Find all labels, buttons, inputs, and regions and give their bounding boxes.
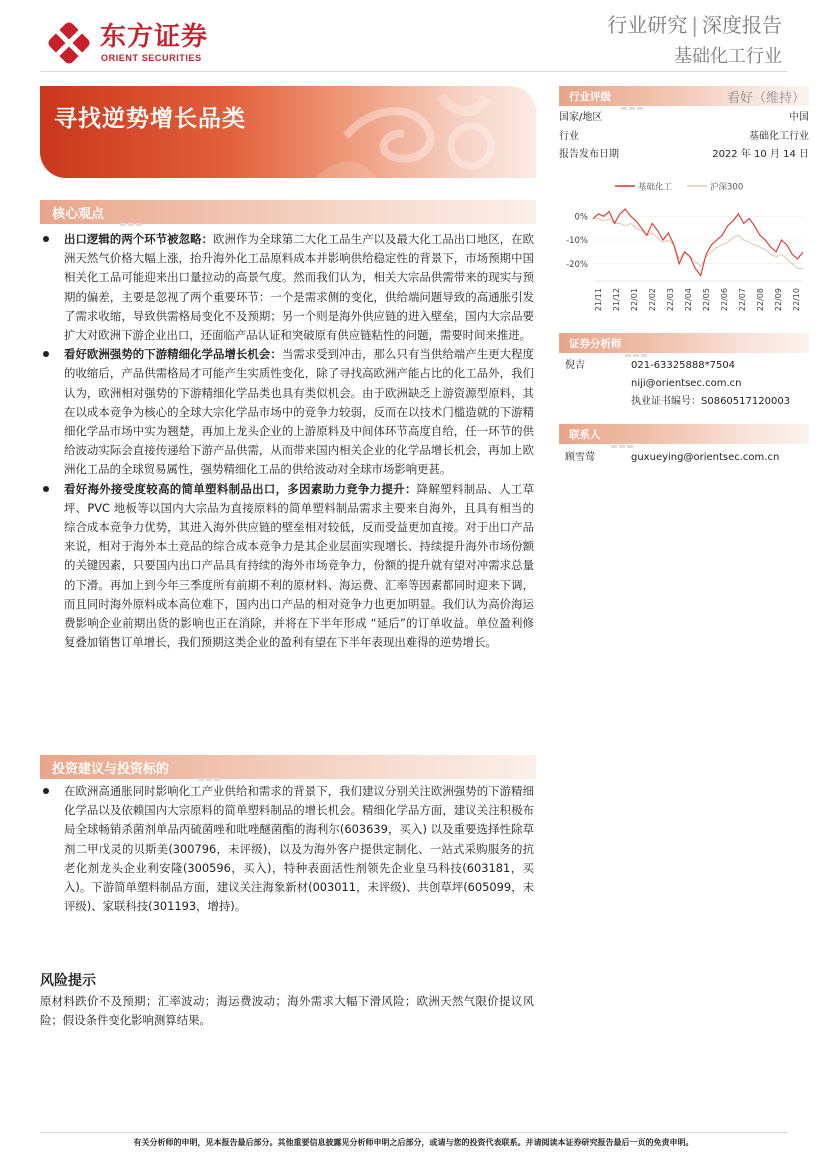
x-tick-label: 22/08: [756, 288, 765, 312]
risk-text: 原材料跌价不及预期；汇率波动；海运费波动；海外需求大幅下滑风险；欧洲天然气限价提议风险；假设条件变化影响测算结果。: [40, 994, 534, 1028]
contact-info: [565, 449, 805, 469]
investment-header: [40, 755, 536, 779]
analyst-email[interactable]: niji@orientsec.com.cn: [631, 378, 742, 389]
bullet-text: 降解塑料制品、人工草坪、PVC 地板等以国内大宗品为直接原料的简单塑料制品需求主要来自海外，且具有相当的综合成本竞争力优势，其进入海外供应链的壁垒相对较低，反而受益更加直接。对于出口产品来说，相对于海外本土竞品的综合成本竞争力是其企业层面实现增长、持续提升海外市场份额的关键因素，只要国内出口产品具有持续的海外市场竞争力，份额的提升就有望对冲需求总量的下滑。再加上到今年三季度所有前期不利的原材料、海运费、汇率等因素都同时迎来下调，而且同时海外原料成本高位难下，国内出口产品的相对竞争力也更加明显。我们认为高价海运费影响企业前期出货的影响也正在消除，并将在下半年形成 “延后”的订单收益。单位盈利修复叠加销售订单增长，我们预期这类企业的盈利有望在下半年表现出难得的逆势增长。: [64, 481, 534, 650]
bullet-lead: 看好海外接受度较高的简单塑料制品出口，多因素助力竞争力提升：: [64, 481, 417, 496]
bullet-lead: 看好欧洲强势的下游精细化学品增长机会：: [64, 347, 282, 362]
header-divider: [40, 71, 787, 72]
rating-label: 行业评级: [569, 91, 611, 103]
y-tick-label: -10%: [566, 236, 588, 246]
header-dots-icon: [120, 211, 144, 215]
report-title: 寻找逆势增长品类: [54, 106, 246, 132]
y-tick-label: -20%: [566, 259, 588, 270]
report-industry: 基础化工行业: [674, 46, 782, 67]
contact-header: [559, 424, 809, 444]
x-tick-label: 22/07: [738, 288, 747, 312]
relative-performance-chart: [559, 174, 809, 324]
info-row: [559, 146, 809, 165]
company-logo: [48, 22, 248, 66]
x-tick-label: 22/02: [648, 288, 657, 312]
x-tick-label: 22/10: [792, 288, 801, 312]
bullet-text: 当需求受到冲击，那么只有当供给端产生更大程度的收缩后，产品供需格局才可能产生实质性变化，除了寻找高欧洲产能占比的化工品外，我们认为，欧洲相对强势的下游精细化学品类也具有类似机会。由于欧洲缺乏上游资源型原料，其在以成本竞争为核心的全球大宗化学品市场中的竞争力较弱，反而在以技术门槛造就的下游精细化学品市场中实为翘楚，再加上龙头企业的上游原料及中间体环节高度自给，任一环节的供给波动实际会直接传递给下游产品供需，从而带来国内相关企业的化学品增长机会，再加上欧洲化工品的全球贸易属性，强势精细化工品的供给波动对全球市场影响更甚。: [64, 347, 534, 477]
orient-securities-logo-icon: [48, 22, 90, 64]
risk-heading: 风险提示: [40, 973, 96, 989]
x-tick-label: 21/12: [612, 288, 621, 312]
investment-bullet: [40, 782, 534, 916]
header-dots-icon: [625, 342, 649, 346]
core-view-bullet: [40, 230, 534, 345]
core-view-bullet: [40, 480, 534, 653]
x-tick-label: 22/09: [774, 288, 783, 312]
analyst-name: 倪吉: [565, 360, 585, 371]
info-row: [559, 109, 809, 128]
x-tick-label: 22/03: [666, 288, 675, 312]
info-value: 2022 年 10 月 14 日: [712, 149, 809, 160]
contact-email[interactable]: guxueying@orientsec.com.cn: [631, 452, 780, 463]
x-tick-label: 22/04: [684, 288, 693, 312]
banner-decoration-icon: [276, 86, 536, 178]
header-dots-icon: [611, 433, 635, 437]
investment-text: 在欧洲高通胀同时影响化工产业供给和需求的背景下，我们建议分别关注欧洲强势的下游精细化学品以及依赖国内大宗原料的简单塑料制品的增长机会。精细化学品方面，建议关注积极布局全球畅销杀菌剂单品丙硫菌唑和吡唑醚菌酯的海利尔(603639，买入) 以及重要选择性除草剂二甲戊灵的贝斯美(300796，未评级)，以及为海外客户提供定制化、一站式采购服务的抗老化剂龙头企业利安隆(300596，买入)，特种表面活性剂领先企业皇马科技(603181，买入)。下游简单塑料制品方面，建议关注海象新材(003011，未评级)、共创草坪(605099，未评级)、家联科技(301193，增持)。: [64, 784, 534, 914]
report-header: [607, 12, 782, 68]
x-tick-label: 21/11: [594, 288, 603, 312]
bullet-lead: 出口逻辑的两个环节被忽略：: [64, 232, 214, 246]
contact-label: 联系人: [569, 429, 601, 441]
title-banner: [40, 86, 536, 178]
logo-chinese-name: 东方证券: [100, 22, 209, 52]
report-info-table: [559, 109, 809, 165]
info-value: 基础化工行业: [749, 130, 809, 142]
analyst-phone: 021-63325888*7504: [631, 360, 736, 371]
contact-name: 顾雪莺: [565, 452, 595, 463]
logo-english-name: ORIENT SECURITIES: [101, 53, 202, 63]
core-view-title: 核心观点: [52, 207, 105, 222]
info-key: 国家/地区: [559, 112, 603, 123]
core-view-header: [40, 200, 536, 224]
info-value: 中国: [789, 112, 809, 123]
report-type: 行业研究: [607, 13, 688, 37]
report-subtype: 深度报告: [702, 13, 782, 37]
rating-header: [559, 86, 809, 106]
x-tick-label: 22/06: [720, 288, 729, 312]
header-separator: |: [691, 13, 698, 37]
core-view-body: [40, 230, 534, 652]
footer-divider: [40, 1132, 787, 1133]
analyst-cert: 执业证书编号：S0860517120003: [631, 396, 791, 407]
core-view-bullet: [40, 345, 534, 479]
rating-value: 看好（维持）: [726, 91, 805, 106]
legend-label: 沪深300: [710, 182, 744, 193]
analyst-header: [559, 333, 809, 353]
series-line-chemical: [593, 209, 803, 276]
analyst-label: 证券分析师: [569, 338, 622, 350]
investment-title: 投资建议与投资标的: [52, 762, 170, 777]
y-tick-label: 0%: [574, 212, 588, 223]
disclaimer-footer: 有关分析师的申明，见本报告最后部分。其他重要信息披露见分析师申明之后部分，或请与您的投资代表联系。并请阅读本证券研究报告最后一页的免责申明。: [133, 1138, 694, 1147]
legend-label: 基础化工: [638, 182, 673, 193]
header-dots-icon: [198, 766, 222, 770]
header-dots-icon: [621, 95, 645, 99]
info-key: 报告发布日期: [559, 149, 619, 160]
x-tick-label: 22/05: [702, 288, 711, 312]
investment-body: [40, 782, 534, 916]
x-tick-label: 22/01: [630, 288, 639, 312]
info-key: 行业: [559, 130, 579, 142]
analyst-info: [565, 357, 805, 417]
series-line-csi300: [593, 219, 803, 269]
info-row: [559, 128, 809, 147]
bullet-text: 欧洲作为全球第二大化工品生产以及最大化工品出口地区，在欧洲天然气价格大幅上涨，抬升海外化工品原料成本并影响供给稳定性的背景下，市场预期中国相关化工品可能迎来出口量拉动的高景气度。然而我们认为，相关大宗品供需带来的现实与预期的偏差，主要是忽视了两个重要环节：一个是需求侧的变化，供给端问题导致的高通胀引发了需求收缩，导致供需格局变化不及预期；另一个则是海外供应链的进入壁垒，国内大宗品要扩大对欧洲下游企业出口，还面临产品认证和突破原有供应链粘性的问题，需要时间来推进。: [64, 232, 534, 343]
